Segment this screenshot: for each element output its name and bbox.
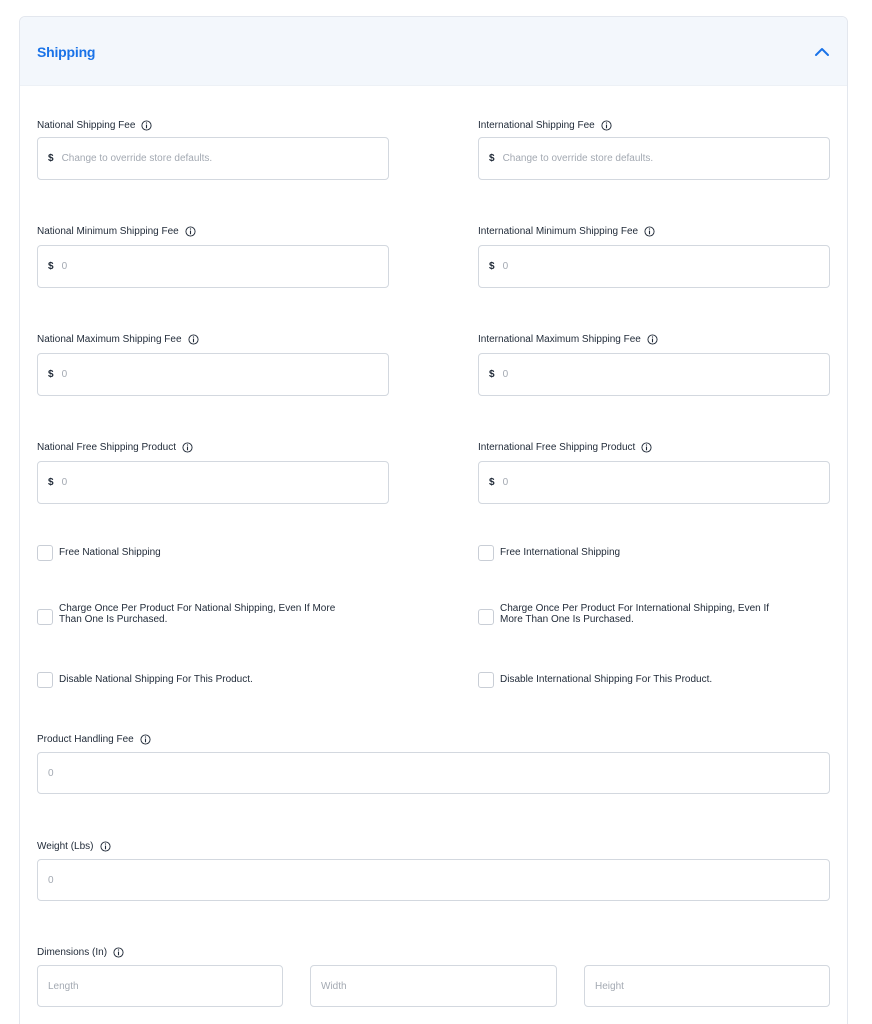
- weight-field[interactable]: [37, 859, 830, 901]
- handling-fee-label: Product Handling Fee: [37, 734, 151, 745]
- charge-once-international-option[interactable]: [478, 603, 769, 625]
- international-max-fee-field[interactable]: [478, 353, 830, 396]
- info-icon[interactable]: [641, 442, 652, 453]
- currency-symbol: $: [489, 153, 495, 164]
- free-international-shipping-label: Free International Shipping: [500, 547, 621, 558]
- width-input[interactable]: [321, 966, 556, 1006]
- currency-symbol: $: [48, 261, 54, 272]
- international-shipping-fee-label: International Shipping Fee: [478, 120, 612, 131]
- disable-international-checkbox[interactable]: [478, 672, 494, 688]
- length-field[interactable]: [37, 965, 283, 1007]
- disable-national-label: Disable National Shipping For This Product.: [59, 674, 253, 685]
- international-max-fee-label: International Maximum Shipping Fee: [478, 334, 658, 345]
- currency-symbol: $: [489, 261, 495, 272]
- national-min-fee-field[interactable]: [37, 245, 389, 288]
- shipping-section-header[interactable]: [20, 17, 847, 86]
- disable-national-checkbox[interactable]: [37, 672, 53, 688]
- free-national-shipping-label: Free National Shipping: [59, 547, 161, 558]
- info-icon[interactable]: [100, 841, 111, 852]
- info-icon[interactable]: [188, 334, 199, 345]
- free-national-shipping-checkbox[interactable]: [37, 545, 53, 561]
- info-icon[interactable]: [644, 226, 655, 237]
- national-free-product-label: National Free Shipping Product: [37, 442, 193, 453]
- national-max-fee-field[interactable]: [37, 353, 389, 396]
- dimensions-label: Dimensions (In): [37, 947, 124, 958]
- currency-symbol: $: [489, 477, 495, 488]
- disable-international-option[interactable]: [478, 672, 712, 688]
- info-icon[interactable]: [182, 442, 193, 453]
- free-international-shipping-option[interactable]: [478, 545, 620, 561]
- international-min-fee-field[interactable]: [478, 245, 830, 288]
- national-shipping-fee-input[interactable]: [62, 138, 388, 179]
- international-min-fee-input[interactable]: [503, 246, 829, 287]
- handling-fee-field[interactable]: [37, 752, 830, 794]
- width-field[interactable]: [310, 965, 557, 1007]
- info-icon[interactable]: [601, 120, 612, 131]
- info-icon[interactable]: [185, 226, 196, 237]
- national-min-fee-input[interactable]: [62, 246, 388, 287]
- weight-input[interactable]: [48, 860, 829, 900]
- international-shipping-fee-input[interactable]: [503, 138, 829, 179]
- international-free-product-label: International Free Shipping Product: [478, 442, 652, 453]
- charge-once-national-label: Charge Once Per Product For National Shipping, Even If More Than One Is Purchased.: [59, 603, 336, 625]
- international-free-product-input[interactable]: [503, 462, 829, 503]
- national-free-product-input[interactable]: [62, 462, 388, 503]
- section-title: Shipping: [37, 44, 96, 60]
- international-shipping-fee-field[interactable]: [478, 137, 830, 180]
- national-min-fee-label: National Minimum Shipping Fee: [37, 226, 196, 237]
- info-icon[interactable]: [140, 734, 151, 745]
- charge-once-national-option[interactable]: [37, 603, 335, 625]
- chevron-up-icon[interactable]: [813, 43, 831, 61]
- length-input[interactable]: [48, 966, 282, 1006]
- height-input[interactable]: [595, 966, 829, 1006]
- national-shipping-fee-label: National Shipping Fee: [37, 120, 152, 131]
- info-icon[interactable]: [647, 334, 658, 345]
- charge-once-national-checkbox[interactable]: [37, 609, 53, 625]
- international-max-fee-input[interactable]: [503, 354, 829, 395]
- disable-international-label: Disable International Shipping For This Product.: [500, 674, 713, 685]
- disable-national-option[interactable]: [37, 672, 253, 688]
- national-shipping-fee-field[interactable]: [37, 137, 389, 180]
- currency-symbol: $: [48, 369, 54, 380]
- handling-fee-input[interactable]: [48, 753, 829, 793]
- charge-once-international-label: Charge Once Per Product For International Shipping, Even If More Than One Is Purchased.: [500, 603, 770, 625]
- national-max-fee-input[interactable]: [62, 354, 388, 395]
- international-free-product-field[interactable]: [478, 461, 830, 504]
- national-free-product-field[interactable]: [37, 461, 389, 504]
- currency-symbol: $: [48, 153, 54, 164]
- charge-once-international-checkbox[interactable]: [478, 609, 494, 625]
- weight-label: Weight (Lbs): [37, 841, 111, 852]
- currency-symbol: $: [489, 369, 495, 380]
- height-field[interactable]: [584, 965, 830, 1007]
- free-national-shipping-option[interactable]: [37, 545, 161, 561]
- currency-symbol: $: [48, 477, 54, 488]
- info-icon[interactable]: [141, 120, 152, 131]
- international-min-fee-label: International Minimum Shipping Fee: [478, 226, 655, 237]
- free-international-shipping-checkbox[interactable]: [478, 545, 494, 561]
- national-max-fee-label: National Maximum Shipping Fee: [37, 334, 199, 345]
- info-icon[interactable]: [113, 947, 124, 958]
